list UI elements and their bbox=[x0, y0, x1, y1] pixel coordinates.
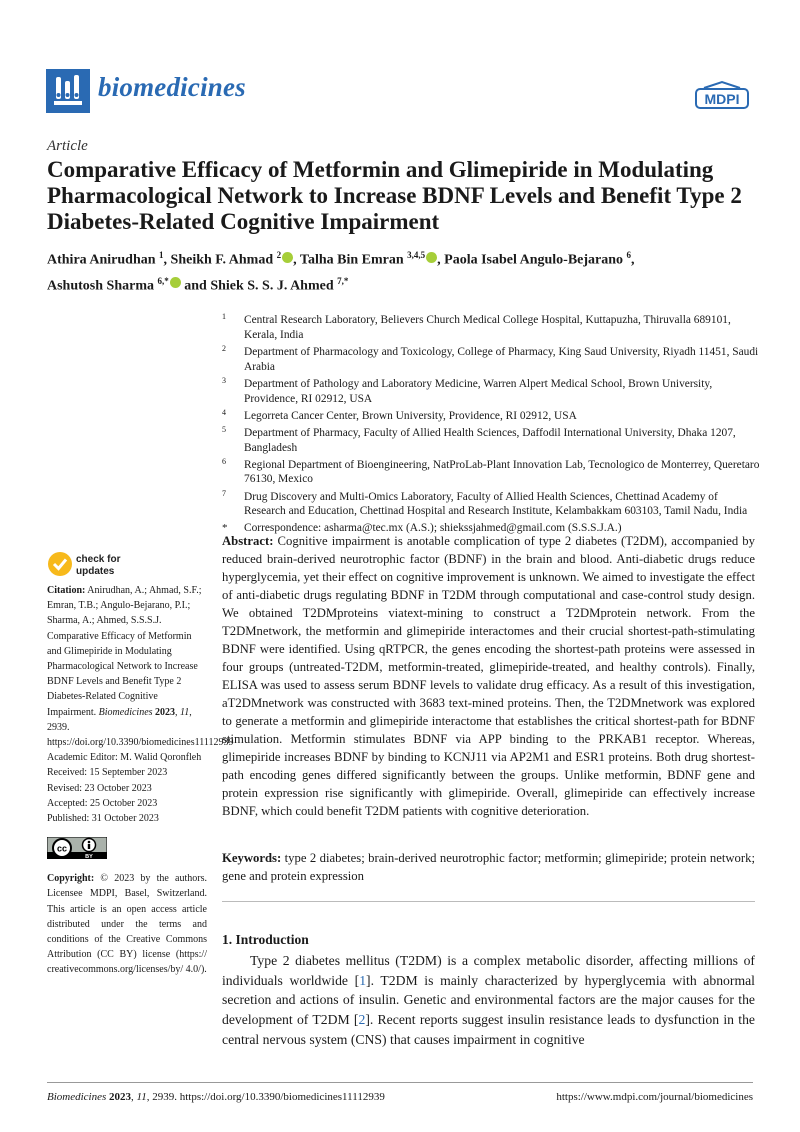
intro-text-2: ]. T2DM is mainly characterized by hyperglycemia with abnormal secretion and actions of insulin. Genetic and environmental factors are the major causes for the development of T2DM [ bbox=[222, 972, 755, 1028]
svg-text:cc: cc bbox=[56, 843, 68, 854]
affiliation-item bbox=[222, 490, 762, 520]
affiliation-item bbox=[222, 409, 762, 424]
affiliation-text: Department of Pathology and Laboratory Medicine, Warren Alpert Medical School, Brown University, Providence, RI 02912, USA bbox=[244, 377, 713, 405]
citation-volume: 11 bbox=[180, 706, 190, 718]
affiliation-text: Central Research Laboratory, Believers Church Medical College Hospital, Kuttapuzha, Thiruvalla 689101, Kerala, India bbox=[244, 314, 731, 341]
keywords-label: Keywords: bbox=[222, 851, 282, 865]
affiliations-list bbox=[222, 313, 762, 539]
affiliation-item bbox=[222, 377, 762, 407]
mdpi-logo[interactable] bbox=[694, 80, 750, 110]
introduction-paragraph bbox=[222, 951, 755, 1050]
keywords bbox=[222, 849, 755, 885]
citation-year: 2023 bbox=[155, 706, 176, 718]
orcid-icon[interactable] bbox=[282, 252, 293, 263]
abstract-label: Abstract: bbox=[222, 534, 274, 548]
citation-journal: Biomedicines bbox=[98, 706, 153, 718]
introduction-heading: 1. Introduction bbox=[222, 932, 309, 947]
citation-doi[interactable]: , 2939. https://doi.org/10.3390/biomedicines11112939 bbox=[47, 706, 234, 749]
footer-doi[interactable]: , 2939. https://doi.org/10.3390/biomedicines11112939 bbox=[146, 1091, 385, 1103]
footer-year: 2023 bbox=[109, 1091, 132, 1103]
affiliation-item bbox=[222, 345, 762, 375]
author-separator: , bbox=[631, 252, 635, 268]
test-tube-rack-icon bbox=[46, 69, 90, 113]
affiliation-number: 2 bbox=[222, 343, 226, 353]
sidebar bbox=[47, 583, 234, 978]
affiliation-number: 4 bbox=[222, 407, 226, 417]
author-separator: , bbox=[163, 252, 171, 268]
footer-journal-url[interactable]: https://www.mdpi.com/journal/biomedicines bbox=[556, 1091, 753, 1103]
footer-citation: Biomedicines 2023, 11, 2939. https://doi.org/10.3390/biomedicines11112939 bbox=[47, 1091, 385, 1103]
check-for-updates-badge[interactable] bbox=[47, 550, 147, 578]
keywords-text: type 2 diabetes; brain-derived neurotrophic factor; metformin; glimepiride; protein network; gene and protein expression bbox=[222, 851, 755, 883]
citation-text: Anirudhan, A.; Ahmad, S.F.; Emran, T.B.; Angulo-Bejarano, P.I.; Sharma, A.; Ahmed, S.S.S.J. Comparative Efficacy of Metformin and Glimepiride in Modulating Pharmacological Network to Increase BDNF Levels and Benefit Type 2 Diabetes-Related Cognitive Impairment. bbox=[47, 585, 202, 718]
author-name[interactable]: Talha Bin Emran bbox=[299, 252, 404, 268]
correspondence-marker: * bbox=[222, 522, 228, 535]
reference-link-2[interactable]: 2 bbox=[358, 1012, 366, 1028]
affiliation-text: Regional Department of Bioengineering, NatProLab-Plant Innovation Lab, Tecnologico de Monterrey, Queretaro 76130, Mexico bbox=[244, 458, 760, 486]
affiliation-number: 5 bbox=[222, 424, 226, 434]
intro-text-1: Type 2 diabetes mellitus (T2DM) is a complex metabolic disorder, affecting millions of individuals worldwide [ bbox=[222, 953, 755, 988]
author-name[interactable]: Athira Anirudhan bbox=[47, 252, 156, 268]
affiliation-number: 1 bbox=[222, 312, 226, 321]
author-name[interactable]: Shiek S. S. J. Ahmed bbox=[210, 278, 334, 294]
abstract-text: Cognitive impairment is anotable complication of type 2 diabetes (T2DM), accompanied by reduced brain-derived neurotrophic factor (BDNF) in the brain and blood. Anti-diabetic drugs reduce hyperglycemia, yet their effect on cognitive improvement is unknown. We aimed to investigate the effect of anti-diabetic drugs regulating BDNF in T2DM through computational and case-control study design. We obtained T2DMproteins viatext-mining to construct a T2DMprotein network. From the T2DMnetwork, the metformin and glimepiride interactomes and their crucial shortest-path-stimulating BDNF were identified. Using qRTPCR, the genes encoding the shortest-path proteins were assessed in four groups (untreated-T2DM, metformin-treated, glimepiride-treated, and healthy controls). Finally, ELISA was used to assess serum BDNF levels to validate drug efficacy. As a result of this investigation, aT2DMnetwork was constructed with 3683 text-mined proteins. Then, the T2DMnetwork was explored to generate a metformin and glimepiride interactome that establishes the critical shortest-path for BDNF stimulation. Metformin stimulates BDNF via APP binding to the PRKAB1 receptor. Whereas, glimepiride increases BDNF by binding to KCNJ11 via AP2M1 and ESR1 proteins. Both drug shortest-path encoding genes differed significantly between the groups. Unlike metformin, BDNF gene and protein expression rise significantly with glimepiride. Overall, glimepiride can effectively increase BDNF, which could benefit T2DM patients with cognitive deterioration. bbox=[222, 534, 755, 818]
check-updates-line2: updates bbox=[76, 566, 115, 577]
abstract bbox=[222, 532, 755, 820]
affiliation-number: 3 bbox=[222, 375, 226, 385]
article-title: Comparative Efficacy of Metformin and Glimepiride in Modulating Pharmacological Network to Increase BDNF Levels and Benefit Type 2 Diabetes-Related Cognitive Impairment bbox=[47, 157, 742, 234]
intro-text-3: ]. Recent reports suggest insulin resistance leads to dysfunction in the central nervous system (CNS) that causes impairment in cognitive bbox=[222, 1012, 756, 1047]
author-name[interactable]: Sheikh F. Ahmad bbox=[170, 252, 274, 268]
journal-name[interactable]: biomedicines bbox=[98, 72, 246, 102]
author-separator: , bbox=[293, 252, 300, 268]
orcid-icon[interactable] bbox=[170, 277, 181, 288]
orcid-icon[interactable] bbox=[426, 252, 437, 263]
author-affiliation-sup: 6,* bbox=[157, 275, 169, 286]
author-affiliation-sup: 6 bbox=[626, 250, 632, 260]
footer-journal: Biomedicines bbox=[47, 1091, 107, 1103]
article-type: Article bbox=[47, 138, 88, 154]
reference-link-1[interactable]: 1 bbox=[359, 972, 367, 988]
footer-volume: 11 bbox=[136, 1091, 147, 1103]
affiliation-item bbox=[222, 458, 762, 488]
copyright-notice bbox=[47, 871, 207, 977]
affiliation-text: Department of Pharmacy, Faculty of Allied Health Sciences, Daffodil International University, Dhaka 1207, Bangladesh bbox=[244, 426, 736, 454]
section-divider bbox=[222, 901, 755, 902]
author-name[interactable]: Ashutosh Sharma bbox=[47, 278, 154, 294]
cc-by-label: BY bbox=[85, 854, 93, 860]
dates-block bbox=[47, 765, 207, 826]
citation-block: Citation: Anirudhan, A.; Ahmad, S.F.; Emran, T.B.; Angulo-Bejarano, P.I.; Sharma, A.; Ahmed, S.S.S.J. Comparative Efficacy of Metformin and Glimepiride in Modulating Pharmacological Network to Increase BDNF Levels and Benefit Type 2 Diabetes-Related Cognitive Impairment. Biomedicines 2023, 11, 2939. https://doi.org/10.3390/biomedicines11112939 bbox=[47, 585, 234, 749]
citation-label: Citation: bbox=[47, 585, 86, 596]
cc-by-license-icon[interactable] bbox=[47, 837, 107, 859]
affiliation-text: Drug Discovery and Multi-Omics Laboratory, Faculty of Allied Health Sciences, Chettinad Academy of Research and Education, Chettinad Hospital and Research Institute, Kelambakkam 603103, Tamil Nadu, India bbox=[244, 490, 748, 518]
published-date: Published: 31 October 2023 bbox=[47, 813, 159, 825]
copyright-text[interactable]: © 2023 by the authors. Licensee MDPI, Basel, Switzerland. This article is an open access article distributed under the terms and conditions of the Creative Commons Attribution (CC BY) license (https:// creativecommons.org/licenses/by/ 4.0/). bbox=[47, 873, 207, 976]
affiliation-text: Department of Pharmacology and Toxicology, College of Pharmacy, King Saud University, Riyadh 11451, Saudi Arabia bbox=[244, 345, 759, 373]
affiliation-item bbox=[222, 426, 762, 456]
author-affiliation-sup: 7,* bbox=[337, 275, 349, 286]
affiliation-number: 6 bbox=[222, 456, 226, 466]
author-affiliation-sup: 1 bbox=[159, 250, 164, 260]
author-separator: and bbox=[180, 278, 211, 294]
received-date: Received: 15 September 2023 bbox=[47, 767, 168, 779]
copyright-label: Copyright: bbox=[47, 873, 95, 885]
author-affiliation-sup: 3,4,5 bbox=[407, 250, 426, 260]
footer-rule bbox=[47, 1082, 753, 1083]
author-separator: , bbox=[437, 252, 445, 268]
affiliation-number: 7 bbox=[222, 488, 226, 498]
author-name[interactable]: Paola Isabel Angulo-Bejarano bbox=[444, 252, 624, 268]
author-affiliation-sup: 2 bbox=[276, 250, 282, 260]
accepted-date: Accepted: 25 October 2023 bbox=[47, 797, 158, 809]
academic-editor: Academic Editor: M. Walid Qoronfleh bbox=[47, 752, 202, 764]
author-list bbox=[47, 245, 767, 296]
affiliation-text: Legorreta Cancer Center, Brown University, Providence, RI 02912, USA bbox=[244, 409, 577, 422]
mdpi-logo-text: MDPI bbox=[704, 91, 740, 107]
correspondence-text[interactable]: Correspondence: asharma@tec.mx (A.S.); shiekssjahmed@gmail.com (S.S.S.J.A.) bbox=[244, 522, 622, 535]
affiliation-item bbox=[222, 313, 762, 343]
revised-date: Revised: 23 October 2023 bbox=[47, 782, 152, 794]
check-updates-line1: check for bbox=[76, 554, 121, 565]
